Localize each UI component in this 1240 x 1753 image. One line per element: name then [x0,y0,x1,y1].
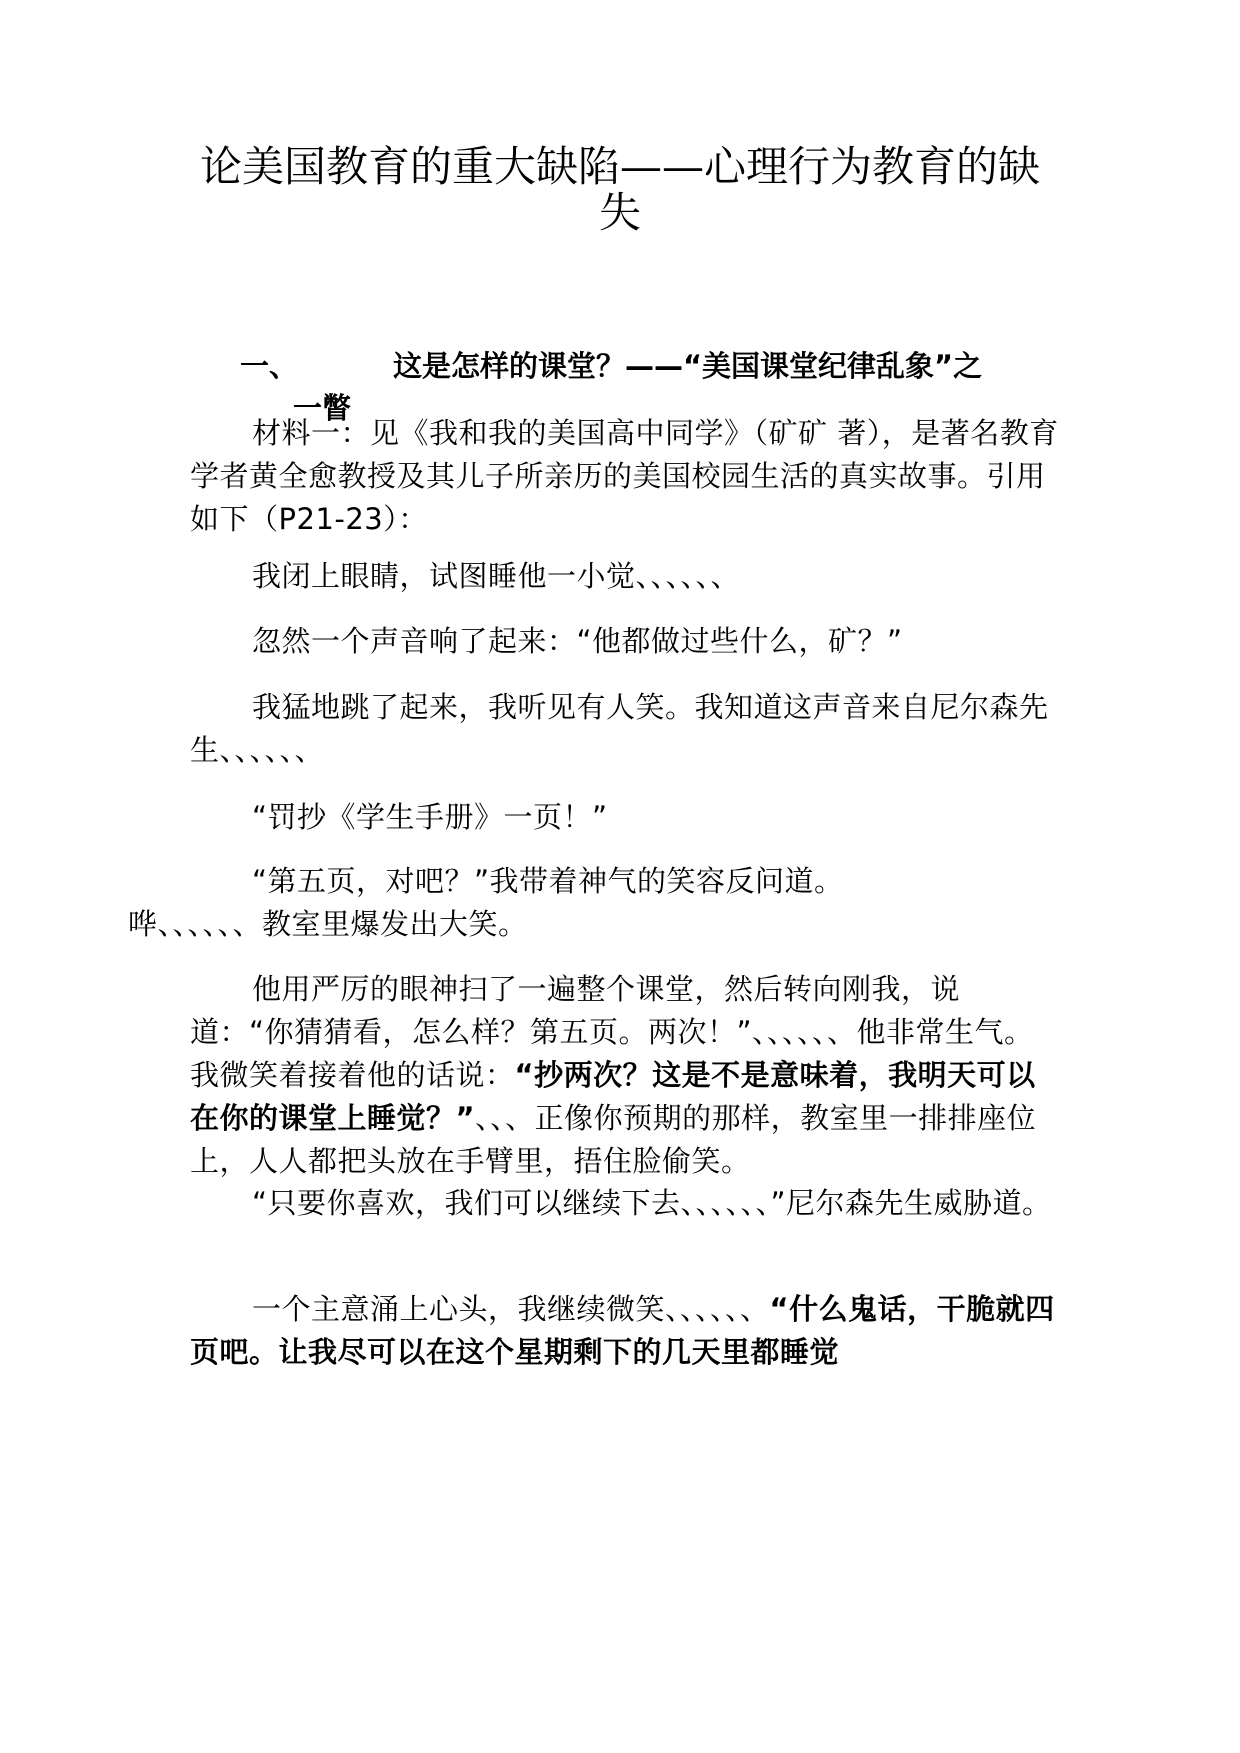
paragraph [190,968,1060,1183]
paragraph-material-1: 材料一：见《我和我的美国高中同学》（矿矿 著），是著名教育学者黄全愈教授及其儿子所亲历的美国校园生活的真实故事。引用如下（P21-23）： [190,416,1059,536]
bold-quote: “什么鬼话，干脆就四页吧。让我尽可以在这个星期剩下的几天里都睡觉 [190,1292,1055,1369]
paragraph: 我猛地跳了起来，我听见有人笑。我知道这声音来自尼尔森先生、、、、、、 [190,690,1049,767]
section-heading-line2: 一瞥 [293,391,352,425]
paragraph: “罚抄《学生手册》一页！” [252,800,608,834]
document-title: 论美国教育的重大缺陷——心理行为教育的缺失 [199,142,1040,237]
paragraph: 我闭上眼睛，试图睡他一小觉、、、、、、 [252,559,741,593]
paragraph-line: “第五页，对吧？”我带着神气的笑容反问道。 [252,864,844,898]
paragraph-line: 哗、、、、、、教室里爆发出大笑。 [128,907,528,941]
paragraph [128,860,1060,946]
section-heading-line1: 这是怎样的课堂？——“美国课堂纪律乱象”之 [393,349,983,383]
paragraph [190,1288,1060,1374]
paragraph-text: 、、、正像你预期的那样，教室里一排排座位上，人人都把头放在手臂里，捂住脸偷笑。 [190,1101,1037,1178]
section-number: 一、 [240,349,299,383]
bold-quote: “抄两次？这是不是意味着，我明天可以在你的课堂上睡觉？” [190,1058,1036,1135]
paragraph: 忽然一个声音响了起来：“他都做过些什么，矿？” [252,624,903,658]
paragraph-text: 一个主意涌上心头，我继续微笑、、、、、、 [252,1292,770,1326]
paragraph-text: 他用严厉的眼神扫了一遍整个课堂，然后转向刚我，说道：“你猜猜看，怎么样？第五页。两次！”、、、、、、他非常生气。我微笑着接着他的话说： [190,972,1034,1092]
paragraph: “只要你喜欢，我们可以继续下去、、、、、、”尼尔森先生威胁道。 [252,1186,1052,1220]
